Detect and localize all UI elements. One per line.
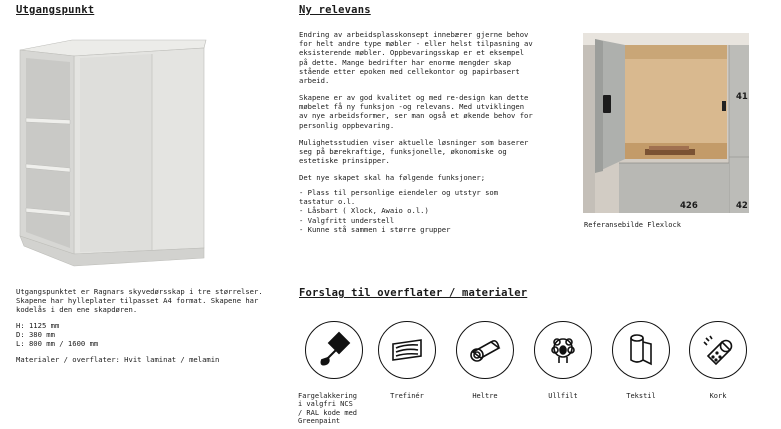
- functions-list: - Plass til personlige eiendeler og utstyr som tastatur o.l. - Låsbart ( Xlock, Awaio o.l.) - Valgfritt understell - Kunne stå sammen i større grupper: [299, 188, 499, 234]
- reference-caption: Referansebilde Flexlock: [584, 221, 681, 229]
- ny-relevans-heading: Ny relevans: [299, 4, 371, 16]
- relevans-paragraph-2: Skapene er av god kvalitet og med re-design kan dette møbelet få ny funksjon -og relevans. Med utviklingen av nye arbeidsformer, ser man også et økende behov for personlig oppbevaring.: [299, 93, 533, 130]
- relevans-paragraph-4: Det nye skapet skal ha følgende funksjoner;: [299, 173, 486, 182]
- cabinet-description: Utgangspunktet er Ragnars skyvedørsskap i tre størrelser. Skapene har hylleplater tilpasset A4 format. Skapene har kodelås i den ene skapdøren.: [16, 287, 263, 315]
- material-trefiner: [371, 321, 443, 400]
- material-ullfilt: [527, 321, 599, 400]
- wood-veneer-icon: [378, 321, 436, 379]
- cabinet-image: [14, 36, 234, 272]
- locker-number-41: 41: [736, 92, 748, 102]
- material-tekstil: [605, 321, 677, 400]
- locker-number-426: 426: [680, 201, 698, 211]
- cork-icon: [689, 321, 747, 379]
- material-label: Trefinér: [390, 392, 424, 400]
- material-label: Fargelakkering i valgfri NCS / RAL kode med Greenpaint: [298, 392, 358, 426]
- material-label: Tekstil: [626, 392, 656, 400]
- fabric-roll-icon: [612, 321, 670, 379]
- locker-number-42: 42: [736, 201, 748, 211]
- material-label: Heltre: [472, 392, 498, 400]
- material-label: Kork: [709, 392, 727, 400]
- cabinet-dimensions: H: 1125 mm D: 380 mm L: 800 mm / 1600 mm: [16, 321, 99, 349]
- utgangspunkt-heading: Utgangspunkt: [16, 4, 95, 16]
- material-fargelakkering: [298, 321, 370, 426]
- cabinet-material: Materialer / overflater: Hvit laminat / melamin: [16, 355, 220, 364]
- materials-heading: Forslag til overflater / materialer: [299, 287, 528, 299]
- reference-photo: [583, 33, 749, 213]
- relevans-paragraph-3: Mulighetsstudien viser aktuelle løsninger som baserer seg på bærekraftige, funksjonelle, økonomiske og estetiske prinsipper.: [299, 138, 529, 166]
- paintbrush-icon: [305, 321, 363, 379]
- material-label: Ullfilt: [548, 392, 578, 400]
- material-kork: [682, 321, 754, 400]
- material-heltre: [449, 321, 521, 400]
- relevans-paragraph-1: Endring av arbeidsplasskonsept innebærer gjerne behov for helt andre type møbler - eller helst tilpasning av eksisterende møbler. Oppbevaringsskap er et eksempel på dette. Mange bedrifter har enorme mengder skap stående etter epoken med cellekontor og papirbasert arbeid.: [299, 30, 533, 86]
- log-icon: [456, 321, 514, 379]
- sheep-icon: [534, 321, 592, 379]
